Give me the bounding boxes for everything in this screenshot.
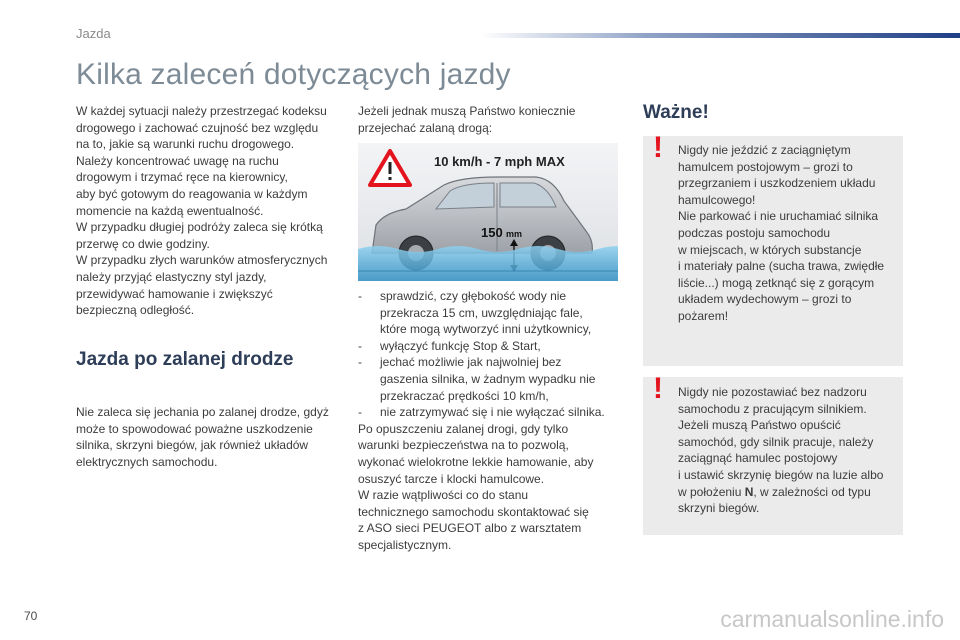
- exclamation-icon: !: [653, 372, 663, 405]
- warning-box-parking-brake: [643, 131, 903, 366]
- list-item-text: wyłączyć funkcję Stop & Start,: [380, 338, 541, 353]
- warning-text: Nigdy nie jeździć z zaciągniętym hamulcem postojowym – grozi to przegrzaniem i uszkodzeniem układu hamulcowego! Nie parkować i nie uruchamiać silnika podczas postoju samochodu w miejscach, w których substancje i materiały palne (sucha trawa, zwiędłe liście...) mogą zetknąć się z gorącym układem wydechowym – grozi to pożarem!: [678, 143, 885, 323]
- after-flood-paragraph: Po opuszczeniu zalanej drogi, gdy tylko warunki bezpieczeństwa na to pozwolą, wykonać wielokrotne lekkie hamowanie, aby osuszyć tarcze i klocki hamulcowe. W razie wątpliwości co do stanu technicznego samochodu skontaktować się z ASO sieci PEUGEOT albo z warsztatem specjalistycznym.: [358, 421, 594, 552]
- driving-advice-text: [76, 103, 346, 319]
- flooded-instructions: [358, 288, 623, 554]
- flooded-intro-paragraph: Jeżeli jednak muszą Państwo koniecznie przejechać zalaną drogą:: [358, 104, 576, 135]
- list-dash: -: [358, 355, 362, 370]
- list-item: [358, 404, 623, 421]
- list-item-text: jechać możliwie jak najwolniej bez gaszenia silnika, w żadnym wypadku nie przekraczać prędkości 10 km/h,: [380, 355, 596, 403]
- list-item: [358, 354, 623, 404]
- flooded-road-text: [76, 404, 346, 470]
- gear-neutral-label: N: [744, 484, 754, 499]
- list-dash: -: [358, 338, 362, 353]
- flooded-road-heading: Jazda po zalanej drodze: [76, 349, 294, 370]
- warning-text-start: Nigdy nie pozostawiać bez nadzoru samochodu z pracującym silnikiem. Jeżeli muszą Państwo opuścić samochód, gdy silnik pracuje, należy zaciągnąć hamulec postojowy i ustawić skrzynię biegów na luzie albo w położeniu: [678, 385, 884, 499]
- page-title: Kilka zaleceń dotyczących jazdy: [76, 58, 511, 91]
- warning-box-engine-running: [643, 372, 903, 535]
- speed-limit-label: 10 km/h - 7 mph MAX: [434, 154, 565, 169]
- watermark: carmanualsonline.info: [720, 606, 944, 632]
- list-item: [358, 288, 623, 338]
- driving-advice-paragraph: W każdej sytuacji należy przestrzegać kodeksu drogowego i zachować czujność bez względu na to, jakie są warunki ruchu drogowego. Należy koncentrować uwagę na ruchu drogowym i trzymać ręce na kierownicy, aby być gotowym do reagowania w każdym momencie na każdą ewentualność. W przypadku długiej podróży zaleca się krótką przerwę co dwie godziny. W przypadku złych warunków atmosferycznych należy przyjąć elastyczny styl jazdy, przewidywać hamowanie i zwiększyć bezpieczną odległość.: [76, 104, 328, 318]
- flooded-intro-text: [358, 103, 623, 136]
- list-item: [358, 338, 623, 355]
- warning-text: [678, 384, 883, 517]
- instruction-list: [358, 288, 623, 421]
- depth-unit: mm: [506, 229, 523, 239]
- list-dash: -: [358, 289, 362, 303]
- depth-value: 150: [481, 225, 503, 240]
- flooded-road-paragraph: Nie zaleca się jechania po zalanej drodze, gdyż może to spowodować poważne uszkodzenie silnika, skrzyni biegów, jak również układów elektrycznych samochodu.: [76, 405, 329, 469]
- header-bar: [480, 33, 960, 38]
- exclamation-icon: !: [653, 131, 663, 164]
- section-label: Jazda: [76, 26, 111, 41]
- warning-text-end: , w zależności od typu skrzyni biegów.: [678, 484, 871, 516]
- page-number: 70: [24, 609, 38, 623]
- list-item-text: nie zatrzymywać się i nie wyłączać silnika.: [380, 405, 605, 420]
- flood-illustration: [358, 143, 618, 281]
- list-dash: -: [358, 405, 362, 420]
- list-item-text: sprawdzić, czy głębokość wody nie przekracza 15 cm, uwzględniając fale, które mogą wytworzyć inni użytkownicy,: [380, 289, 592, 337]
- important-heading: Ważne!: [643, 102, 709, 123]
